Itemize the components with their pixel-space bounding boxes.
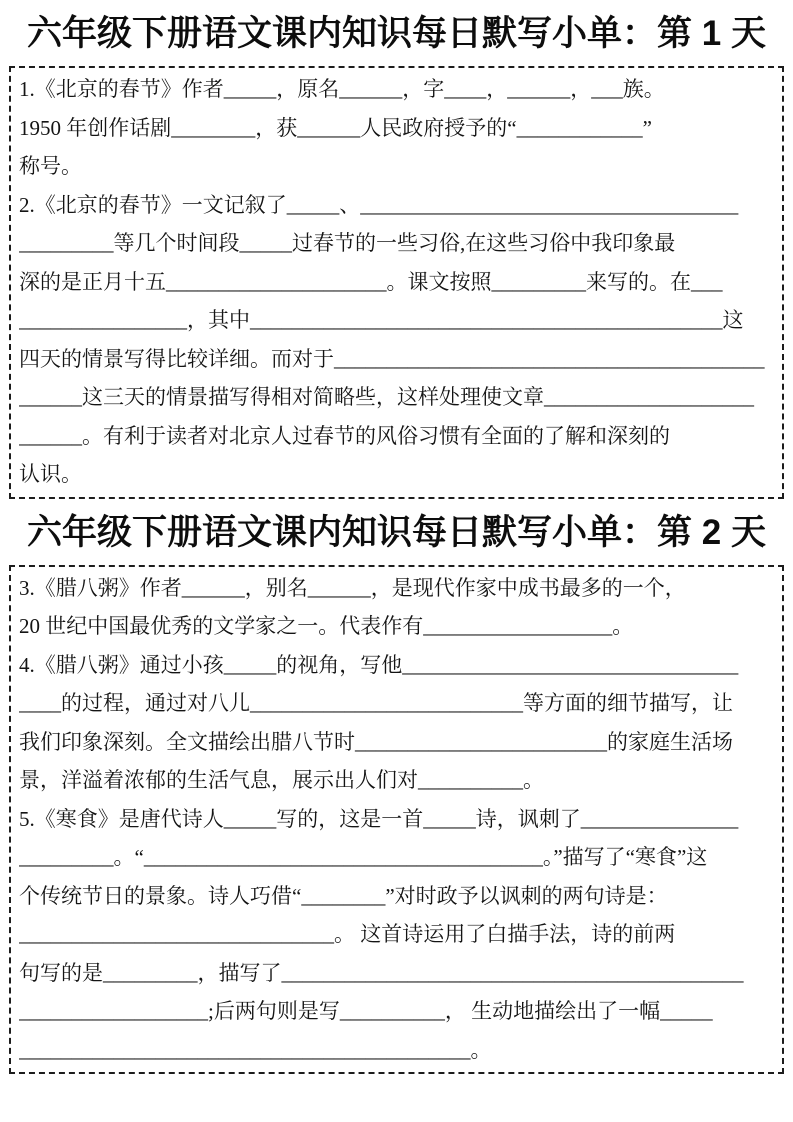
- worksheet-title-day2: 六年级下册语文课内知识每日默写小单：第 2 天: [27, 512, 766, 552]
- text-line: 称号。: [19, 154, 82, 178]
- question-box-day1: [9, 66, 784, 499]
- worksheet-title-day1: 六年级下册语文课内知识每日默写小单：第 1 天: [27, 14, 766, 53]
- question-box-day2: [9, 565, 784, 1075]
- text-line: _________。“______________________________________。”描写了“寒食”这: [19, 845, 708, 869]
- text-line: 2.《北京的春节》一文记叙了_____、____________________________________: [19, 192, 739, 217]
- text-line: 句写的是_________，描写了____________________________________________: [19, 960, 744, 985]
- text-line: 深的是正月十五_____________________。课文按照_________来写的。在___: [19, 269, 723, 294]
- text-line: ____的过程，通过对八儿__________________________等方面的细节描写，让: [19, 691, 733, 715]
- text-line: 1950 年创作话剧________，获______人民政府授予的“____________”: [19, 115, 652, 140]
- text-line: 20 世纪中国最优秀的文学家之一。代表作有__________________。: [19, 614, 634, 638]
- text-line: ______。有利于读者对北京人过春节的风俗习惯有全面的了解和深刻的: [19, 423, 670, 448]
- text-line: 四天的情景写得比较详细。而对于_________________________________________: [19, 346, 765, 371]
- text-line: 3.《腊八粥》作者______，别名______，是现代作家中成书最多的一个，: [19, 575, 686, 600]
- text-line: _________等几个时间段_____过春节的一些习俗,在这些习俗中我印象最: [19, 231, 676, 255]
- text-line: 认识。: [19, 462, 82, 486]
- text-line: __________________;后两句则是写__________， 生动地描绘出了一幅_____: [19, 999, 713, 1023]
- text-line: 景，洋溢着浓郁的生活气息，展示出人们对__________。: [19, 768, 544, 792]
- text-line: ________________，其中_____________________________________________这: [19, 308, 744, 332]
- text-line: ______________________________。 这首诗运用了白描手法，诗的前两: [19, 922, 676, 946]
- text-line: ______这三天的情景描写得相对简略些，这样处理使文章____________________: [19, 385, 754, 409]
- text-line: 1.《北京的春节》作者_____，原名______，字____，______，___族。: [19, 77, 665, 101]
- text-line: 4.《腊八粥》通过小孩_____的视角，写他________________________________: [19, 652, 739, 677]
- text-line: 5.《寒食》是唐代诗人_____写的，这是一首_____诗，讽刺了_______________: [19, 806, 739, 831]
- text-line: 个传统节日的景象。诗人巧借“________”对时政予以讽刺的两句诗是：: [19, 883, 668, 908]
- text-line: ___________________________________________。: [19, 1037, 492, 1062]
- text-line: 我们印象深刻。全文描绘出腊八节时________________________的家庭生活场: [19, 729, 733, 754]
